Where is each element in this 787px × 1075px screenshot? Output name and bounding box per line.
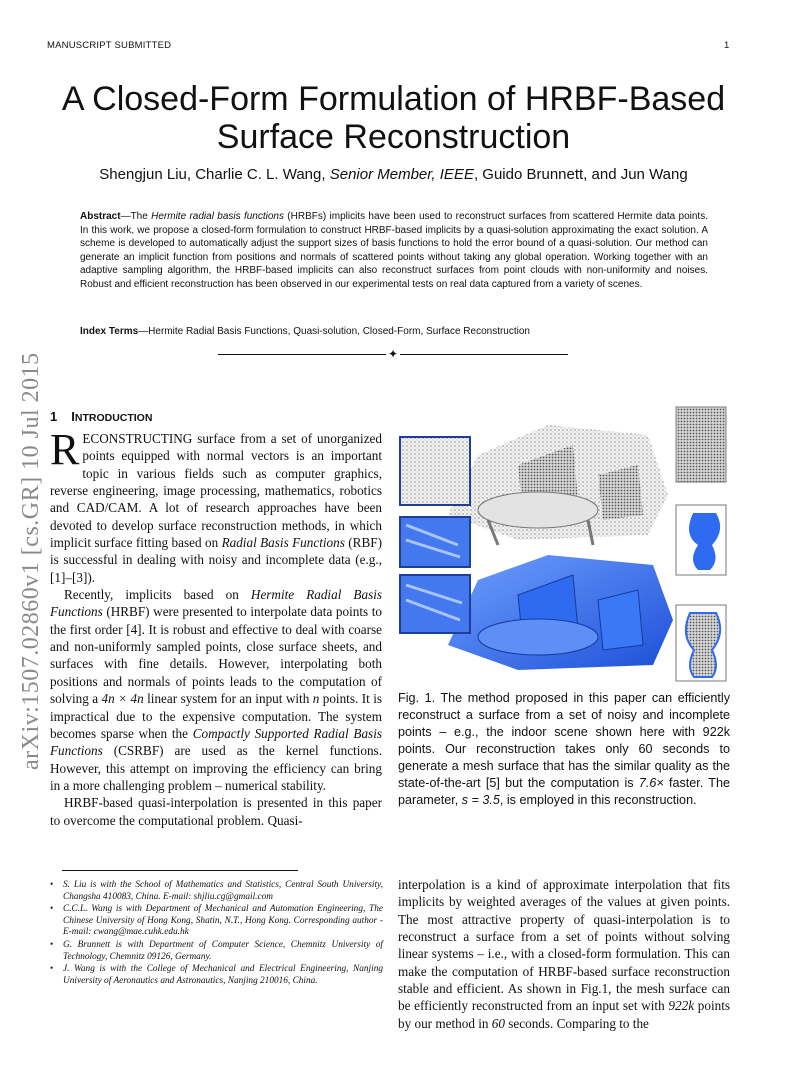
figure-1 — [398, 405, 730, 683]
arxiv-stamp — [18, 270, 46, 770]
intro-paragraph-1 — [50, 425, 382, 586]
footnote-text: S. Liu is with the School of Mathematics and Statistics, Central South University, Changsha 410083, China. E-mail: shjliu.cg@gmail.com — [63, 880, 383, 902]
caption-label: Fig. 1. — [398, 691, 436, 705]
footnote-text: C.C.L. Wang is with Department of Mechanical and Automation Engineering, The Chinese University of Hong Kong, Shatin, N.T., Hong Kong. Corresponding author - E-mail: cwang@mae.cuhk.edu.hk — [63, 904, 383, 938]
intro-p1-text: surface from a set of unorganized points equipped with normal vectors is an important topic in various fields such as computer graphics, reverse engineering, image processing, mathematics, robotics and CAD/CAM. A lot of research approaches have been devoted to develop surface reconstruction methods, in which implicit surface fitting based on — [50, 431, 382, 551]
footnote-text: G. Brunnett is with Department of Computer Science, Chemnitz University of Technology, Chemnitz 09126, Germany. — [63, 939, 383, 962]
intro-p2-math-2: n — [312, 691, 320, 707]
intro-p2-a: Recently, implicits based on — [64, 587, 251, 603]
mesh-scene — [448, 555, 673, 670]
inset-points-left — [400, 437, 470, 505]
divider-ornament: ✦ — [387, 347, 399, 361]
authors-role: Senior Member, IEEE — [329, 166, 474, 183]
section-title-rest: NTRODUCTION — [74, 412, 153, 424]
title-line-2: Surface Reconstruction — [216, 118, 571, 156]
inset-points-right — [676, 407, 726, 482]
intro-p2-math-1: 4n × 4n — [101, 691, 144, 707]
intro-p2-b: (HRBF) were presented to interpolate data points to the first order [4]. It is robust and effective to deal with coarse and non-uniformly sampled points, close surface sheets, and surfaces with fine details. However, interpolating both positions and normals of points leads to the computation of solving a — [50, 604, 382, 707]
right-math-2: 60 — [491, 1015, 505, 1031]
index-terms — [80, 326, 708, 337]
caption-math-1: 7.6× — [638, 776, 664, 790]
caption-math-2: s = 3.5 — [461, 793, 500, 807]
abstract-emphasis: Hermite radial basis functions — [151, 211, 284, 222]
running-header: MANUSCRIPT SUBMITTED — [47, 40, 172, 51]
intro-p2-emphasis-1: Hermite Radial Basis Functions — [50, 587, 382, 620]
point-cloud-scene — [448, 425, 668, 545]
paper-title — [40, 80, 747, 156]
footnote-text: J. Wang is with the College of Mechanical and Electrical Engineering, Nanjing University of Aeronautics and Astronautics, Nanjing 210016, China. — [63, 964, 383, 986]
inset-mesh-left-bottom — [400, 575, 470, 633]
authors — [40, 166, 747, 183]
intro-p2-emphasis-2: Compactly Supported Radial Basis Functions — [50, 725, 382, 759]
abstract-label: Abstract — [80, 211, 121, 222]
figure-caption — [398, 690, 730, 809]
arxiv-identifier: arXiv:1507.02860v1 [cs.GR] 10 Jul 2015 — [18, 352, 44, 770]
section-title-first: I — [71, 409, 75, 424]
authors-names-a: Shengjun Liu, Charlie C. L. Wang, — [99, 166, 326, 183]
right-column — [398, 876, 730, 1032]
intro-p2-e: (CSRBF) are used as the kernel functions. However, this attempt on improving the efficiency can bring in a more challenging problem – numerical stability. — [50, 743, 382, 793]
intro-p2-c: linear system for an input with — [143, 691, 313, 707]
intro-p1-end: (RBF) is successful in dealing with noisy and incomplete data (e.g., [1]–[3]). — [50, 535, 382, 585]
caption-text-c: , is employed in this reconstruction. — [499, 793, 697, 807]
index-terms-text: —Hermite Radial Basis Functions, Quasi-solution, Closed-Form, Surface Reconstruction — [138, 326, 530, 337]
abstract-text-1: —The — [120, 211, 152, 222]
intro-paragraph-3: HRBF-based quasi-interpolation is presented in this paper to overcome the computational problem. Quasi- — [50, 795, 382, 828]
index-terms-label: Index Terms — [80, 326, 139, 337]
right-text-b: points by our method in — [398, 998, 730, 1031]
footnote-rule — [62, 870, 298, 871]
section-heading — [50, 409, 152, 424]
left-column — [50, 425, 382, 829]
section-number: 1 — [50, 409, 58, 424]
title-line-1: A Closed-Form Formulation of HRBF-Based — [61, 80, 726, 118]
right-column-paragraph — [398, 876, 730, 1032]
footnotes — [50, 880, 383, 988]
footnote-item: • C.C.L. Wang is with Department of Mechanical and Automation Engineering, The Chinese University of Hong Kong, Shatin, N.T., Hong Kong. Corresponding author - E-mail: cwang@mae.cuhk.edu.hk — [50, 904, 383, 938]
footnote-item: • S. Liu is with the School of Mathematics and Statistics, Central South University, Changsha 410083, China. E-mail: shjliu.cg@gmail.com — [50, 880, 383, 902]
footnote-item: • J. Wang is with the College of Mechanical and Electrical Engineering, Nanjing University of Aeronautics and Astronautics, Nanjing 210016, China. — [50, 964, 383, 986]
intro-paragraph-2 — [50, 586, 382, 794]
right-math-1: 922k — [668, 998, 695, 1014]
page-number: 1 — [724, 40, 730, 51]
intro-smallcaps: ECONSTRUCTING — [82, 431, 193, 446]
intro-p1-emphasis: Radial Basis Functions — [221, 535, 345, 551]
right-text-c: seconds. Comparing to the — [504, 1015, 649, 1031]
drop-cap: R — [50, 425, 80, 474]
caption-text-b: faster. The parameter, — [398, 776, 730, 807]
authors-names-b: , Guido Brunnett, and Jun Wang — [473, 166, 688, 183]
intro-p2-d: points. It is impractical due to the expensive computation. The system becomes sparse when the — [50, 691, 382, 741]
right-text-a: interpolation is a kind of approximate interpolation that fits implicits by weighted averages of the values at given points. The most attractive property of quasi-interpolation is to reconstruct a surface from a set of points without solving linear systems – i.e., with a closed-form formulation. This can make the computation of HRBF-based surface reconstruction stable and efficient. As shown in Fig.1, the mesh surface can be efficiently reconstructed from an input set with — [398, 877, 730, 1014]
footnote-item: • G. Brunnett is with Department of Computer Science, Chemnitz University of Technology, Chemnitz 09126, Germany. — [50, 939, 383, 962]
abstract-text-2: (HRBFs) implicits have been used to reconstruct surfaces from scattered Hermite data points. In this work, we propose a closed-form formulation to construct HRBF-based implicits by a quasi-solution approximating the exact solution. A scheme is developed to automatically adjust the support sizes of basis functions to hold the error bound of a quasi-solution. Our method can generate an implicit function from positions and normals of scattered points without taking any global operation. Working together with an adaptive sampling algorithm, the HRBF-based implicits can also reconstruct surfaces from point clouds with non-uniformity and noises. Robust and efficient reconstruction has been observed in our experimental tests on real data captured from a variety of scenes. — [80, 211, 708, 290]
caption-text-a: The method proposed in this paper can efficiently reconstruct a surface from a set of noisy and incomplete points – e.g., the indoor scene shown here with 922k points. Our reconstruction takes only 60 seconds to generate a mesh surface that has the similar quality as the state-of-the-art [5] but the computation is — [398, 691, 730, 790]
abstract — [80, 210, 708, 291]
